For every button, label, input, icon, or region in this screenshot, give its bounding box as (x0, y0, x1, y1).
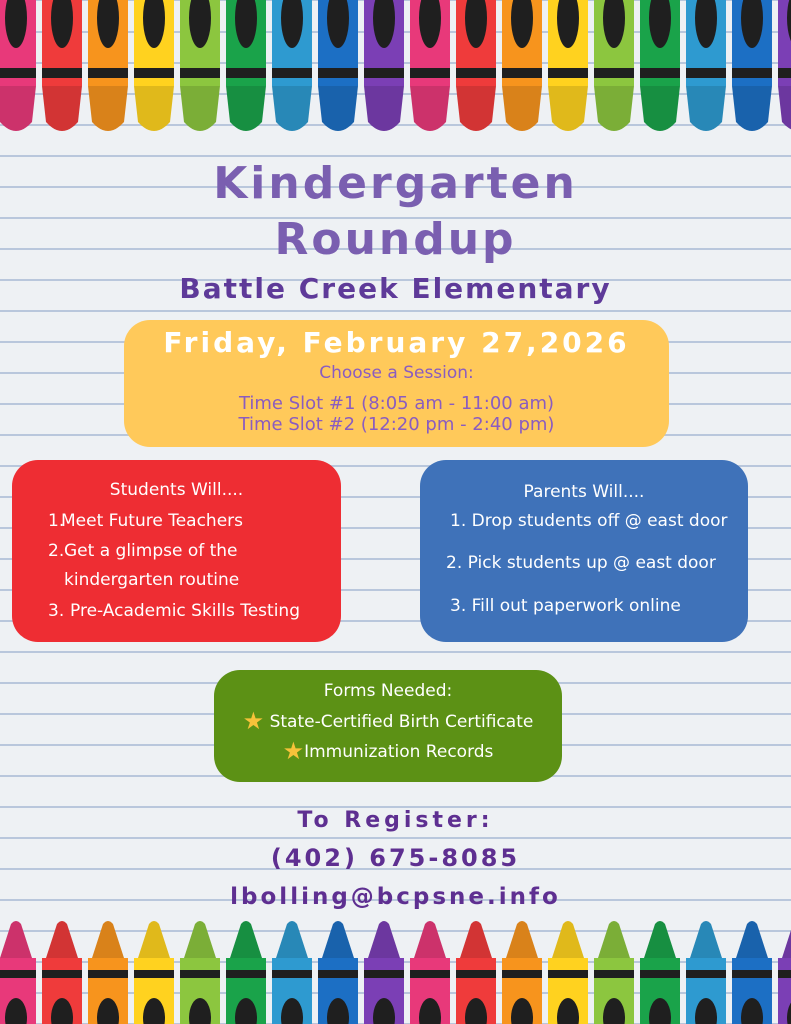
email-address: lbolling@bcpsne.info (230, 884, 561, 910)
students-heading: Students Will.... (109, 480, 244, 500)
date-session-box (124, 320, 669, 447)
crayons-bottom-graphic (0, 918, 791, 1024)
time-slot-2: Time Slot #2 (12:20 pm - 2:40 pm) (238, 414, 555, 435)
forms-heading: Forms Needed: (323, 681, 453, 701)
crayon (180, 921, 220, 1024)
crayon (778, 0, 791, 131)
register-label: To Register: (297, 808, 494, 833)
title-line-2: Roundup (274, 214, 517, 265)
crayon (272, 921, 312, 1024)
crayon (548, 921, 588, 1024)
crayon (180, 0, 220, 131)
students-item-3: Pre-Academic Skills Testing (70, 601, 300, 621)
crayon (456, 921, 496, 1024)
forms-item-1 (214, 707, 562, 735)
crayon (88, 921, 128, 1024)
crayon (640, 921, 680, 1024)
crayon (364, 0, 404, 131)
students-item-2a: Get a glimpse of the (64, 541, 238, 561)
crayon (410, 0, 450, 131)
crayon (640, 0, 680, 131)
crayon (686, 921, 726, 1024)
crayon (226, 921, 266, 1024)
students-item-1: Meet Future Teachers (61, 511, 243, 531)
session-label: Choose a Session: (319, 363, 474, 383)
parents-item-1: 1. Drop students off @ east door (450, 511, 728, 531)
students-item-1-number: 1. (48, 511, 65, 531)
crayon (456, 0, 496, 131)
crayon (42, 0, 82, 131)
star-icon: ★ (242, 707, 265, 735)
crayon (502, 921, 542, 1024)
students-item-3-number: 3. (48, 601, 65, 621)
crayon (134, 921, 174, 1024)
star-icon: ★ (282, 737, 305, 765)
forms-needed-box (214, 670, 562, 782)
event-date: Friday, February 27,2026 (163, 326, 630, 359)
crayon (732, 921, 772, 1024)
crayon (732, 0, 772, 131)
crayon (318, 921, 358, 1024)
crayon (42, 921, 82, 1024)
crayons-top-graphic (0, 0, 791, 140)
parents-heading: Parents Will.... (523, 482, 645, 502)
crayon (548, 0, 588, 131)
parents-item-2: 2. Pick students up @ east door (446, 553, 716, 573)
time-slot-1: Time Slot #1 (8:05 am - 11:00 am) (238, 393, 555, 414)
students-will-box (12, 460, 341, 642)
parents-will-box (420, 460, 748, 642)
crayon (778, 921, 791, 1024)
forms-item-1-label: State-Certified Birth Certificate (269, 712, 534, 732)
crayon (226, 0, 266, 131)
parents-item-3: 3. Fill out paperwork online (450, 596, 681, 616)
crayon (134, 0, 174, 131)
students-item-2-number: 2. (48, 541, 65, 561)
crayon (686, 0, 726, 131)
crayon (410, 921, 450, 1024)
school-name: Battle Creek Elementary (179, 272, 612, 305)
forms-item-2-label: Immunization Records (304, 742, 494, 762)
crayon (88, 0, 128, 131)
students-item-2b: kindergarten routine (64, 570, 240, 590)
crayon (594, 921, 634, 1024)
crayon (594, 0, 634, 131)
crayon (0, 921, 36, 1024)
crayon (364, 921, 404, 1024)
crayon-border-bottom (0, 918, 791, 1024)
crayon-border-top (0, 0, 791, 140)
crayon (502, 0, 542, 131)
forms-item-2 (214, 737, 562, 765)
crayon (318, 0, 358, 131)
phone-number: (402) 675-8085 (270, 844, 521, 872)
title-line-1: Kindergarten (213, 158, 578, 209)
crayon (0, 0, 36, 131)
crayon (272, 0, 312, 131)
